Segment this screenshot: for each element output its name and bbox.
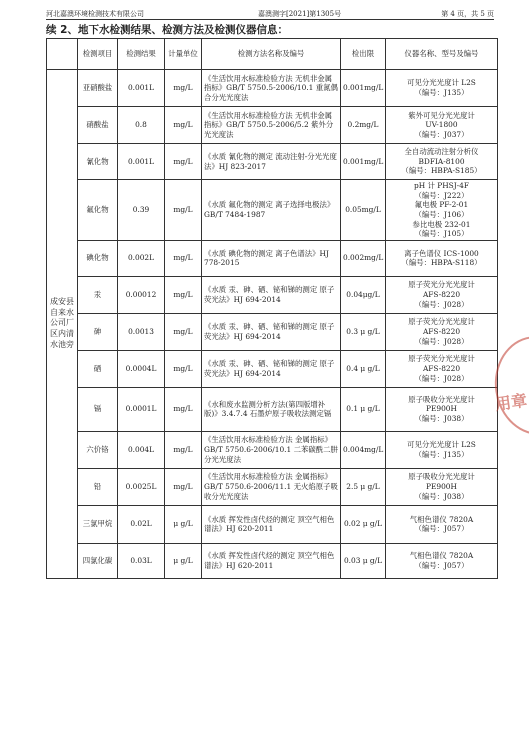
result-cell: 0.0013 [118,313,165,350]
instrument-line: （编号：J057） [414,560,469,570]
method-cell: 《水质 汞、砷、硒、铋和锑的测定 原子荧光法》HJ 694-2014 [202,276,341,313]
instrument-cell [386,468,498,505]
instrument-line: （编号：J037） [414,129,469,139]
instrument-cell [386,240,498,276]
instrument-cell [386,180,498,241]
item-cell: 汞 [78,276,118,313]
result-cell: 0.004L [118,431,165,468]
table-row [47,468,498,505]
seal-text: 用章 [493,390,529,414]
instrument-cell [386,350,498,387]
instrument-line: （编号：J038） [414,491,469,501]
item-cell: 六价铬 [78,431,118,468]
method-cell: 《水质 挥发性卤代烃的测定 顶空气相色谱法》HJ 620-2011 [202,543,341,578]
item-cell: 碘化物 [78,240,118,276]
instrument-line: （编号：J222） [414,190,469,200]
instrument-line: （编号：J028） [414,373,469,383]
instrument-line: 原子吸收分光光度计 [408,472,475,482]
instrument-line: （编号：J135） [414,449,469,459]
table-header-row [47,39,498,70]
instrument-line: 气相色谱仪 7820A [409,514,474,524]
limit-cell: 0.2mg/L [341,107,386,144]
instrument-cell [386,387,498,431]
limit-cell: 0.03 μ g/L [341,543,386,578]
method-cell: 《水质 氟化物的测定 离子选择电极法》GB/T 7484-1987 [202,180,341,241]
col-header-item: 检测项目 [78,39,118,70]
table-row [47,107,498,144]
page-number: 第 4 页，共 5 页 [441,10,494,18]
result-cell: 0.001L [118,144,165,180]
unit-cell: μ g/L [165,505,202,543]
limit-cell: 0.4 μ g/L [341,350,386,387]
limit-cell: 0.1 μ g/L [341,387,386,431]
item-cell: 三氯甲烷 [78,505,118,543]
unit-cell: mg/L [165,180,202,241]
instrument-line: UV-1800 [425,120,458,130]
instrument-cell [386,107,498,144]
instrument-line: （编号：J135） [414,88,469,97]
limit-cell: 0.002mg/L [341,240,386,276]
limit-cell: 2.5 μ g/L [341,468,386,505]
results-table [46,38,498,579]
instrument-cell [386,505,498,543]
instrument-line: 原子荧光分光光度计 [408,317,475,327]
limit-cell: 0.02 μ g/L [341,505,386,543]
table-row [47,70,498,107]
instrument-line: pH 计 PHSJ-4F [413,181,470,190]
item-cell: 硒 [78,350,118,387]
item-cell: 四氯化碳 [78,543,118,578]
instrument-line: 可见分光光度计 L2S [407,78,476,88]
limit-cell: 0.001mg/L [341,70,386,107]
instrument-line: （编号：HBPA-S185） [401,166,482,176]
unit-cell: mg/L [165,431,202,468]
unit-cell: mg/L [165,468,202,505]
instrument-cell [386,70,498,107]
method-cell: 《生活饮用水标准检验方法 无机非金属指标》GB/T 5750.5-2006/10.1 重氮偶合分光光度法 [202,70,341,107]
instrument-line: AFS-8220 [422,289,461,299]
limit-cell: 0.05mg/L [341,180,386,241]
instrument-line: 氟电极 PF-2-01 [414,200,469,210]
method-cell: 《水质 挥发性卤代烃的测定 顶空气相色谱法》HJ 620-2011 [202,505,341,543]
col-header-unit: 计量单位 [165,39,202,70]
method-cell: 《水质 氰化物的测定 流动注射-分光光度法》HJ 823-2017 [202,144,341,180]
instrument-line: 全自动流动注射分析仪 [404,147,479,157]
item-cell: 铅 [78,468,118,505]
unit-cell: μ g/L [165,543,202,578]
seal-ring [489,331,529,441]
instrument-cell [386,276,498,313]
instrument-line: AFS-8220 [422,326,461,336]
limit-cell: 0.3 μ g/L [341,313,386,350]
item-cell: 氰化物 [78,144,118,180]
unit-cell: mg/L [165,276,202,313]
instrument-line: 参比电极 232-01 [412,219,471,229]
limit-cell: 0.004mg/L [341,431,386,468]
item-cell: 砷 [78,313,118,350]
table-row [47,431,498,468]
instrument-line: 气相色谱仪 7820A [409,551,474,561]
instrument-cell [386,431,498,468]
instrument-line: 原子荧光分光光度计 [408,280,475,290]
unit-cell: mg/L [165,240,202,276]
site-header-cell [47,39,78,70]
instrument-line: BDFIA-8100 [418,156,465,166]
result-cell: 0.39 [118,180,165,241]
result-cell: 0.002L [118,240,165,276]
table-row [47,505,498,543]
instrument-line: 原子吸收分光光度计 [408,394,475,404]
col-header-result: 检测结果 [118,39,165,70]
instrument-line: （编号：J028） [414,336,469,346]
result-cell: 0.001L [118,70,165,107]
result-cell: 0.03L [118,543,165,578]
instrument-line: 可见分光光度计 L2S [407,440,476,450]
limit-cell: 0.04μg/L [341,276,386,313]
unit-cell: mg/L [165,70,202,107]
instrument-line: PE900H [426,404,457,414]
result-cell: 0.8 [118,107,165,144]
instrument-line: AFS-8220 [422,363,461,373]
instrument-line: PE900H [426,481,457,491]
instrument-line: （编号：J105） [414,229,469,239]
col-header-instrument: 仪器名称、型号及编号 [386,39,498,70]
item-cell: 硝酸盐 [78,107,118,144]
result-cell: 0.02L [118,505,165,543]
unit-cell: mg/L [165,313,202,350]
method-cell: 《水和废水监测分析方法(第四版增补版)》3.4.7.4 石墨炉原子吸收法测定镉 [202,387,341,431]
instrument-line: （编号：J028） [414,299,469,309]
method-cell: 《水质 碘化物的测定 离子色谱法》HJ 778-2015 [202,240,341,276]
instrument-line: 紫外可见分光光度计 [408,110,475,120]
result-cell: 0.0001L [118,387,165,431]
company-name: 河北嘉澳环境检测技术有限公司 [46,10,144,18]
section-title: 续 2、地下水检测结果、检测方法及检测仪器信息： [46,24,288,36]
col-header-method: 检测方法名称及编号 [202,39,341,70]
col-header-limit: 检出限 [341,39,386,70]
method-cell: 《水质 汞、砷、硒、铋和锑的测定 原子荧光法》HJ 694-2014 [202,350,341,387]
table-row [47,387,498,431]
result-cell: 0.0025L [118,468,165,505]
table-row [47,144,498,180]
page-header [46,8,494,20]
method-cell: 《生活饮用水标准检验方法 金属指标》GB/T 5750.6-2006/10.1 二苯碳酰二肼分光光度法 [202,431,341,468]
unit-cell: mg/L [165,387,202,431]
instrument-line: 原子荧光分光光度计 [408,354,475,364]
method-cell: 《生活饮用水标准检验方法 金属指标》GB/T 5750.6-2006/11.1 无火焰原子吸收分光光度法 [202,468,341,505]
instrument-cell [386,543,498,578]
item-cell: 镉 [78,387,118,431]
instrument-line: （编号：J106） [414,209,469,219]
method-cell: 《水质 汞、砷、硒、铋和锑的测定 原子荧光法》HJ 694-2014 [202,313,341,350]
instrument-line: （编号：HBPA-S118） [401,258,482,268]
table-row [47,276,498,313]
table-row [47,240,498,276]
unit-cell: mg/L [165,107,202,144]
unit-cell: mg/L [165,350,202,387]
sampling-site-cell: 成安县自来水公司厂区内清水池旁 [47,70,78,579]
instrument-line: （编号：J057） [414,524,469,534]
unit-cell: mg/L [165,144,202,180]
item-cell: 氟化物 [78,180,118,241]
instrument-cell [386,144,498,180]
table-row [47,543,498,578]
item-cell: 亚硝酸盐 [78,70,118,107]
table-row [47,350,498,387]
result-cell: 0.00012 [118,276,165,313]
result-cell: 0.0004L [118,350,165,387]
table-row [47,180,498,241]
report-number: 嘉澳测字[2021]第1305号 [258,10,342,18]
method-cell: 《生活饮用水标准检验方法 无机非金属指标》GB/T 5750.5-2006/5.2 紫外分光光度法 [202,107,341,144]
instrument-line: 离子色谱仪 ICS-1000 [404,248,479,258]
limit-cell: 0.001mg/L [341,144,386,180]
instrument-line: （编号：J038） [414,414,469,424]
table-row [47,313,498,350]
